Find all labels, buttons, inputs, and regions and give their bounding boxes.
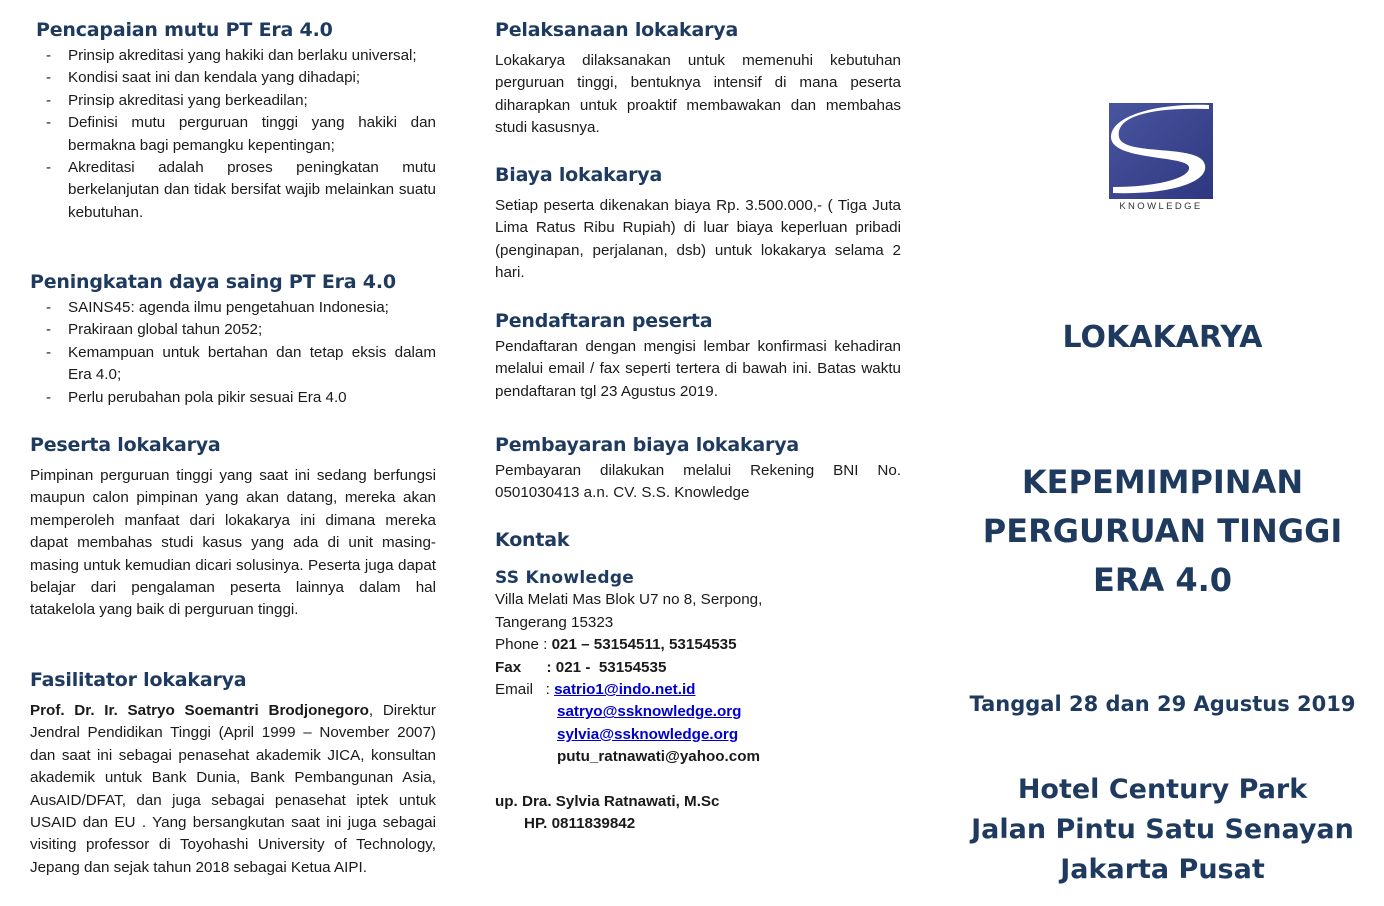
email-link-satryo[interactable]: satryo@ssknowledge.org — [557, 703, 742, 721]
fax-label: Fax : — [495, 658, 556, 676]
event-title — [945, 458, 1380, 605]
event-venue — [945, 770, 1380, 890]
contact-org: SS Knowledge — [495, 568, 635, 588]
event-title-line1: KEPEMIMPINAN — [1021, 463, 1304, 501]
venue-line2: Jalan Pintu Satu Senayan — [971, 814, 1354, 845]
phone-number: 021 – 53154511, 53154535 — [551, 636, 737, 654]
list-pencapaian-mutu — [30, 45, 436, 224]
heading-pembayaran: Pembayaran biaya lokakarya — [495, 434, 800, 456]
heading-pencapaian-mutu: Pencapaian mutu PT Era 4.0 — [36, 19, 333, 41]
event-title-line2: PERGURUAN TINGGI — [982, 512, 1343, 550]
list-item: - SAINS45: agenda ilmu pengetahuan Indonesia; — [30, 297, 436, 319]
contact-address-line1: Villa Melati Mas Blok U7 no 8, Serpong, — [495, 591, 763, 609]
contact-person: up. Dra. Sylvia Ratnawati, M.Sc — [495, 792, 720, 810]
fasilitator-bio: , Direktur Jendral Pendidikan Tinggi (April 1999 – November 2007) dan saat ini sebagai penasehat akademik JICA, konsultan akademik untuk Bank Dunia, Bank Pembangunan Asia, AusAID/DFAT, dan juga sebagai penasehat iptek untuk USAID dan EU . Yang bersangkutan saat ini juga sebagai visiting professor di Toyohashi University of Technology, Jepang dan sejak tahun 2018 sebagai Ketua AIPI. — [30, 702, 436, 876]
contact-fax-row — [495, 657, 901, 679]
list-item: - Perlu perubahan pola pikir sesuai Era 4.0 — [30, 387, 436, 409]
list-peningkatan-daya-saing — [30, 297, 436, 409]
contact-address-line2: Tangerang 15323 — [495, 613, 614, 631]
biaya-paragraph: Setiap peserta dikenakan biaya Rp. 3.500.000,- ( Tiga Juta Lima Ratus Ribu Rupiah) di luar biaya keperluan pribadi (penginapan, perjalanan, dsb) untuk lokakarya selama 2 hari. — [495, 197, 901, 282]
venue-line3: Jakarta Pusat — [1060, 854, 1265, 885]
heading-biaya: Biaya lokakarya — [495, 164, 663, 186]
fax-number: 021 - 53154535 — [555, 658, 667, 676]
venue-line1: Hotel Century Park — [1017, 774, 1308, 805]
event-date: Tanggal 28 dan 29 Agustus 2019 — [969, 692, 1356, 716]
heading-kontak: Kontak — [495, 529, 570, 551]
list-item: - Definisi mutu perguruan tinggi yang hakiki dan bermakna bagi pemangku kepentingan; — [30, 112, 436, 157]
contact-phone-row — [495, 634, 901, 656]
contact-email-row — [495, 701, 901, 723]
list-item: - Kondisi saat ini dan kendala yang dihadapi; — [30, 67, 436, 89]
phone-label: Phone : — [495, 636, 552, 654]
event-type: LOKAKARYA — [1062, 320, 1263, 355]
peserta-paragraph: Pimpinan perguruan tinggi yang saat ini sedang berfungsi maupun calon pimpinan yang akan datang, mereka akan memperoleh manfaat dari lokakarya ini dimana mereka dapat membahas studi kasus yang ada di unit masing-masing untuk kemudian dicari solusinya. Peserta juga dapat belajar dari pengalaman peserta lainnya dalam hal tatakelola yang baik di perguruan tinggi. — [30, 467, 436, 619]
pelaksanaan-paragraph: Lokakarya dilaksanakan untuk memenuhi kebutuhan perguruan tinggi, bentuknya intensif di mana peserta diharapkan untuk proaktif membawakan dan membahas studi kasusnya. — [495, 52, 901, 137]
contact-email-row — [495, 679, 901, 701]
list-item: - Prinsip akreditasi yang hakiki dan berlaku universal; — [30, 45, 436, 67]
pendaftaran-paragraph: Pendaftaran dengan mengisi lembar konfirmasi kehadiran melalui email / fax seperti tertera di bawah ini. Batas waktu pendaftaran tgl 23 Agustus 2019. — [495, 338, 901, 400]
list-item: - Prakiraan global tahun 2052; — [30, 319, 436, 341]
heading-peningkatan-daya-saing: Peningkatan daya saing PT Era 4.0 — [30, 271, 396, 293]
email-link-satrio[interactable]: satrio1@indo.net.id — [554, 681, 696, 699]
fasilitator-paragraph — [30, 700, 436, 879]
email-label: Email : — [495, 681, 555, 699]
list-item: - Akreditasi adalah proses peningkatan mutu berkelanjutan dan tidak bersifat wajib melainkan suatu kebutuhan. — [30, 157, 436, 224]
event-title-line3: ERA 4.0 — [1092, 561, 1233, 599]
right-column-cover — [945, 0, 1380, 906]
heading-pelaksanaan: Pelaksanaan lokakarya — [495, 19, 739, 41]
contact-hp: HP. 0811839842 — [524, 815, 636, 833]
list-item: - Prinsip akreditasi yang berkeadilan; — [30, 90, 436, 112]
fasilitator-name: Prof. Dr. Ir. Satryo Soemantri Brodjonegoro — [30, 702, 369, 719]
pembayaran-paragraph: Pembayaran dilakukan melalui Rekening BNI No. 0501030413 a.n. CV. S.S. Knowledge — [495, 462, 901, 502]
contact-email-plain: putu_ratnawati@yahoo.com — [557, 748, 760, 766]
heading-peserta-lokakarya: Peserta lokakarya — [30, 434, 221, 456]
logo-wordmark: KNOWLEDGE — [1119, 201, 1203, 212]
ss-knowledge-logo — [1109, 103, 1213, 199]
contact-email-row — [495, 724, 901, 746]
email-link-sylvia[interactable]: sylvia@ssknowledge.org — [557, 725, 739, 743]
list-item: - Kemampuan untuk bertahan dan tetap eksis dalam Era 4.0; — [30, 342, 436, 387]
heading-pendaftaran: Pendaftaran peserta — [495, 310, 713, 332]
contact-block — [495, 567, 901, 835]
heading-fasilitator-lokakarya: Fasilitator lokakarya — [30, 669, 247, 691]
